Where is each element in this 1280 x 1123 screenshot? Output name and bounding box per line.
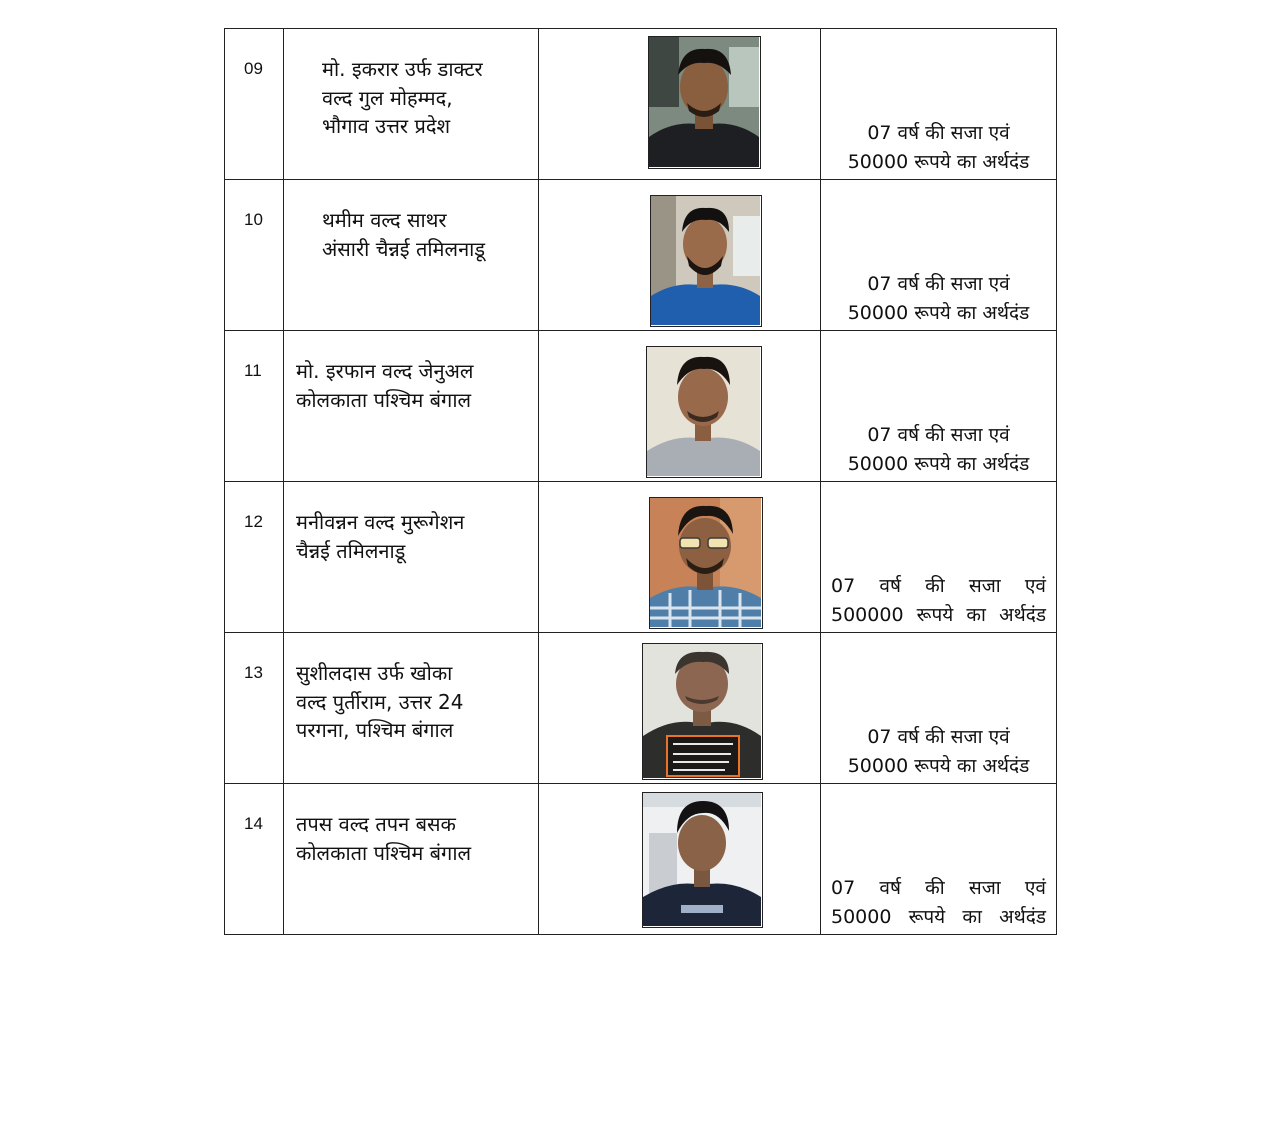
serial-cell xyxy=(225,180,284,331)
table-row xyxy=(225,784,1057,935)
serial-number: 09 xyxy=(244,59,263,78)
name-line: सुशीलदास उर्फ खोका xyxy=(296,661,453,685)
serial-number: 13 xyxy=(244,663,263,682)
sentence-line: 50000 रूपये का अर्थदंड xyxy=(847,302,1030,324)
sentence-line: 07 वर्ष की सजा एवं xyxy=(831,877,1046,899)
serial-cell xyxy=(225,784,284,935)
name-line: अंसारी चैन्नई तमिलनाडू xyxy=(322,236,486,261)
name-cell xyxy=(284,784,539,935)
portrait-photo-icon xyxy=(648,36,761,169)
sentence-cell xyxy=(821,482,1057,633)
name-cell xyxy=(284,29,539,180)
serial-number: 11 xyxy=(244,361,262,380)
name-cell xyxy=(284,180,539,331)
name-cell xyxy=(284,331,539,482)
sentence-line: 500000 रूपये का अर्थदंड xyxy=(831,604,1046,626)
portrait-photo-icon xyxy=(646,346,762,478)
photo-cell xyxy=(539,633,821,784)
sentence-cell xyxy=(821,633,1057,784)
name-line: परगना, पश्चिम बंगाल xyxy=(296,718,454,742)
sentence-line: 07 वर्ष की सजा एवं xyxy=(867,424,1010,446)
name-line: थमीम वल्द साथर xyxy=(322,208,447,232)
table-row xyxy=(225,633,1057,784)
name-line: कोलकाता पश्चिम बंगाल xyxy=(296,387,472,412)
photo-cell xyxy=(539,482,821,633)
name-line: मो. इरफान वल्द जेनुअल xyxy=(296,359,474,383)
sentence-line: 50000 रूपये का अर्थदंड xyxy=(831,906,1046,928)
name-line: चैन्नई तमिलनाडू xyxy=(296,538,406,563)
name-line: वल्द गुल मोहम्मद, xyxy=(322,85,453,110)
photo-cell xyxy=(539,784,821,935)
convicts-table xyxy=(224,28,1057,935)
sentence-line: 07 वर्ष की सजा एवं xyxy=(867,726,1010,748)
sentence-line: 50000 रूपये का अर्थदंड xyxy=(847,755,1030,777)
name-cell xyxy=(284,482,539,633)
serial-cell xyxy=(225,482,284,633)
sentence-line: 50000 रूपये का अर्थदंड xyxy=(847,151,1030,173)
name-line: कोलकाता पश्चिम बंगाल xyxy=(296,840,472,865)
photo-cell xyxy=(539,29,821,180)
serial-number: 10 xyxy=(244,210,263,229)
table-row xyxy=(225,482,1057,633)
name-line: वल्द पुर्तीराम, उत्तर 24 xyxy=(296,689,464,714)
sentence-line: 07 वर्ष की सजा एवं xyxy=(831,575,1046,597)
name-line: मो. इकरार उर्फ डाक्टर xyxy=(322,57,483,81)
table-row xyxy=(225,331,1057,482)
portrait-photo-icon xyxy=(642,792,763,928)
portrait-photo-icon xyxy=(642,643,763,780)
sentence-line: 07 वर्ष की सजा एवं xyxy=(867,122,1010,144)
name-line: भौगाव उत्तर प्रदेश xyxy=(322,114,451,138)
name-line: मनीवन्नन वल्द मुरूगेशन xyxy=(296,510,465,534)
name-line: तपस वल्द तपन बसक xyxy=(296,812,456,836)
serial-number: 12 xyxy=(244,512,263,531)
sentence-line: 50000 रूपये का अर्थदंड xyxy=(847,453,1030,475)
photo-cell xyxy=(539,180,821,331)
photo-cell xyxy=(539,331,821,482)
serial-cell xyxy=(225,29,284,180)
portrait-photo-icon xyxy=(649,497,763,629)
table-row xyxy=(225,180,1057,331)
sentence-cell xyxy=(821,180,1057,331)
table-row xyxy=(225,29,1057,180)
sentence-cell xyxy=(821,29,1057,180)
sentence-cell xyxy=(821,784,1057,935)
sentence-line: 07 वर्ष की सजा एवं xyxy=(867,273,1010,295)
serial-cell xyxy=(225,331,284,482)
sentence-cell xyxy=(821,331,1057,482)
portrait-photo-icon xyxy=(650,195,762,327)
serial-number: 14 xyxy=(244,814,263,833)
serial-cell xyxy=(225,633,284,784)
name-cell xyxy=(284,633,539,784)
